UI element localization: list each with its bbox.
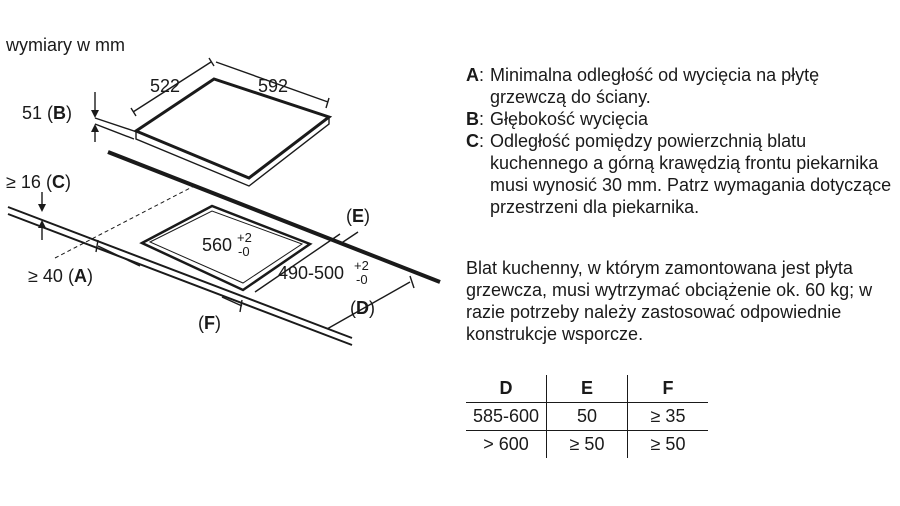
hob-width-label: 522 xyxy=(150,76,181,96)
dim-extension xyxy=(95,118,134,131)
cutout-width-tol-plus: +2 xyxy=(237,230,252,245)
legend-key: C: xyxy=(466,131,485,151)
hob-depth-label: 592 xyxy=(258,76,289,96)
legend-item-b xyxy=(466,108,896,130)
table-header: E xyxy=(547,375,628,403)
table-row xyxy=(466,431,708,459)
dim-a-text: ≥ 40 (A) xyxy=(28,266,93,286)
dim-extension xyxy=(95,124,134,139)
load-note: Blat kuchenny, w którym zamontowana jest płyta grzewcza, musi wytrzymać obciążenie ok. 60 kg; w razie potrzeby należy zastosować odpowiednie konstrukcje wsporcze. xyxy=(466,258,873,344)
dim-tick xyxy=(96,240,98,252)
cutout-width-tol-minus: -0 xyxy=(238,244,250,259)
dim-e-text: (E) xyxy=(346,206,371,226)
table-header-row xyxy=(466,375,708,403)
dim-tick xyxy=(410,276,414,288)
legend-key: A: xyxy=(466,65,485,85)
dimensions-table xyxy=(466,375,708,458)
legend-item-a xyxy=(466,64,896,108)
cutout-depth-tol-minus: -0 xyxy=(356,272,368,287)
cutout-width-label: 560 xyxy=(202,235,233,255)
table-header: F xyxy=(628,375,709,403)
legend-key: B: xyxy=(466,109,485,129)
arrow-head xyxy=(38,204,46,212)
dim-tick xyxy=(131,108,136,116)
units-note: wymiary w mm xyxy=(6,35,125,55)
dim-e-arrow xyxy=(340,232,358,244)
table-cell: > 600 xyxy=(483,434,529,454)
table-cell: ≥ 35 xyxy=(628,403,709,431)
cutout-depth-tol-plus: +2 xyxy=(354,258,369,273)
legend-text: Głębokość wycięcia xyxy=(490,109,649,129)
arrow-head xyxy=(91,110,99,118)
legend-text: Odległość pomiędzy powierzchnią blatu kuchennego a górną krawędzią frontu piekarnika musi wynosić 30 mm. Patrz wymagania dotyczące przestrzeni dla piekarnika. xyxy=(490,131,892,217)
legend-item-c xyxy=(466,130,896,218)
dim-c-text: ≥ 16 (C) xyxy=(6,172,71,192)
dim-f-text: (F) xyxy=(198,313,221,333)
legend-text: Minimalna odległość od wycięcia na płytę grzewczą do ściany. xyxy=(490,65,820,107)
table-cell: 50 xyxy=(547,403,628,431)
table-cell: 585-600 xyxy=(466,403,547,431)
table-cell: ≥ 50 xyxy=(628,431,709,459)
hob-drawing xyxy=(91,58,329,186)
dim-d-text: (D) xyxy=(350,298,375,318)
table-header: D xyxy=(466,375,547,403)
table-cell: ≥ 50 xyxy=(547,431,628,459)
dim-tick xyxy=(326,98,329,108)
hob-height-text: 51 (B) xyxy=(22,103,73,123)
table-row xyxy=(466,403,708,431)
legend xyxy=(466,64,896,218)
cutout-depth-label: 490-500 xyxy=(278,263,345,283)
